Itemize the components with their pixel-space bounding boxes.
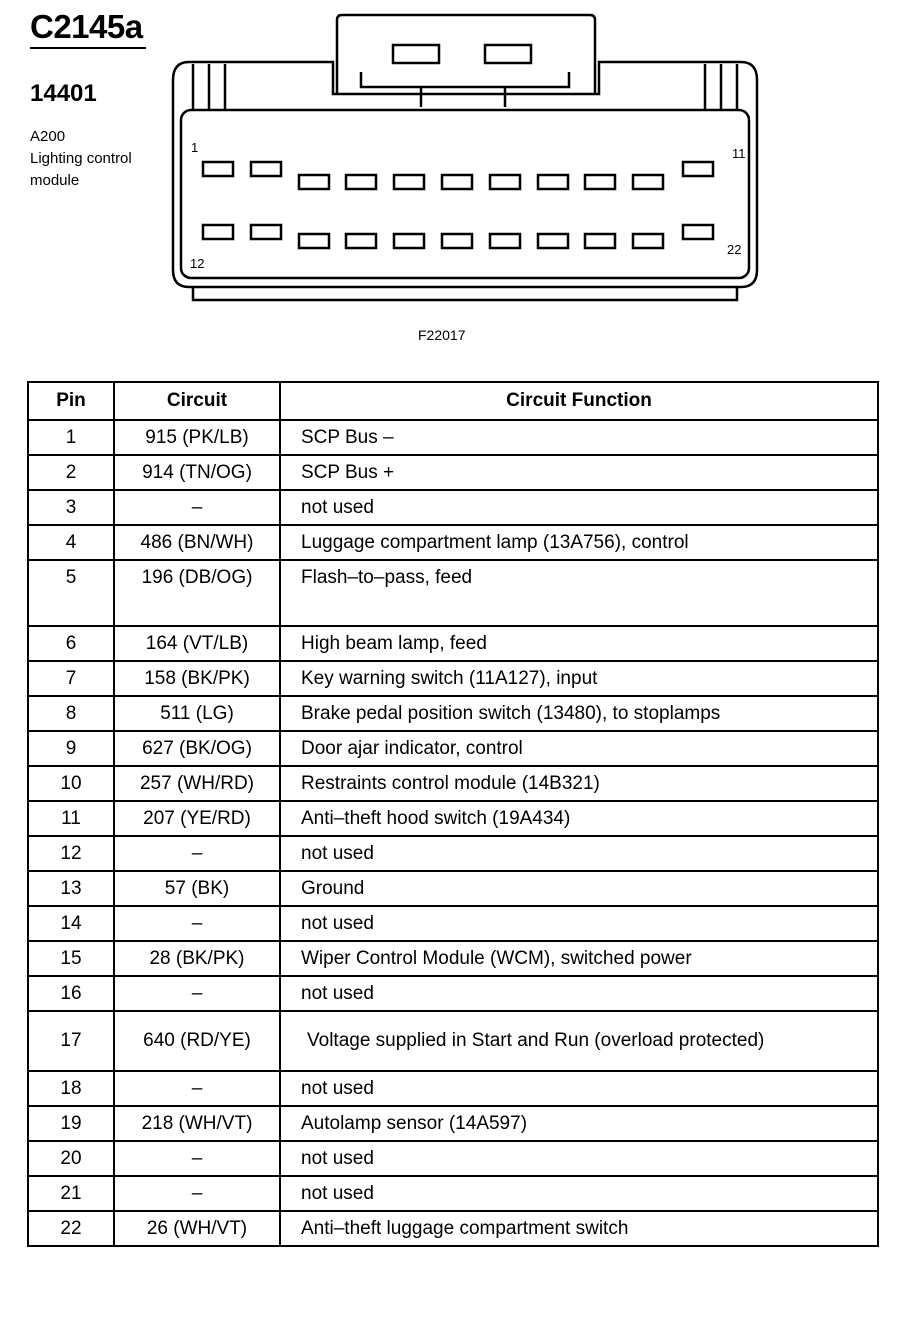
- circuit-cell: 257 (WH/RD): [114, 766, 280, 801]
- pin-cell: 6: [28, 626, 114, 661]
- function-cell: Key warning switch (11A127), input: [280, 661, 878, 696]
- circuit-cell: 26 (WH/VT): [114, 1211, 280, 1246]
- header-circuit: Circuit: [114, 382, 280, 420]
- circuit-cell: –: [114, 836, 280, 871]
- function-cell: Luggage compartment lamp (13A756), control: [280, 525, 878, 560]
- table-row: [28, 420, 878, 455]
- function-cell: Wiper Control Module (WCM), switched power: [280, 941, 878, 976]
- table-row: [28, 661, 878, 696]
- description-line: A200: [30, 128, 66, 145]
- pin-label-11: 11: [732, 146, 746, 161]
- description-line: module: [30, 172, 80, 189]
- function-cell: not used: [280, 1141, 878, 1176]
- pin-cell: 14: [28, 906, 114, 941]
- circuit-cell: 196 (DB/OG): [114, 560, 280, 626]
- pin-cell: 11: [28, 801, 114, 836]
- pin-cell: 10: [28, 766, 114, 801]
- table-row: [28, 696, 878, 731]
- pin-cell: 5: [28, 560, 114, 626]
- function-cell: Autolamp sensor (14A597): [280, 1106, 878, 1141]
- table-row: [28, 1106, 878, 1141]
- pin-cell: 1: [28, 420, 114, 455]
- function-cell: not used: [280, 1071, 878, 1106]
- pin-table: [27, 381, 879, 1247]
- function-cell: SCP Bus +: [280, 455, 878, 490]
- part-number: 14401: [30, 80, 97, 107]
- function-cell: not used: [280, 1176, 878, 1211]
- circuit-cell: 158 (BK/PK): [114, 661, 280, 696]
- figure-id: F22017: [418, 327, 466, 343]
- function-cell: Door ajar indicator, control: [280, 731, 878, 766]
- circuit-cell: –: [114, 1141, 280, 1176]
- latch-tab-left: [393, 45, 439, 63]
- pin-cell: 16: [28, 976, 114, 1011]
- header-pin: Pin: [28, 382, 114, 420]
- pin-cell: 9: [28, 731, 114, 766]
- table-row: [28, 906, 878, 941]
- table-row: [28, 941, 878, 976]
- table-row: [28, 626, 878, 661]
- table-row: [28, 1176, 878, 1211]
- pin-label-22: 22: [727, 242, 742, 257]
- function-cell: Restraints control module (14B321): [280, 766, 878, 801]
- function-cell: Ground: [280, 871, 878, 906]
- circuit-cell: –: [114, 1176, 280, 1211]
- table-row: [28, 455, 878, 490]
- pin-cell: 12: [28, 836, 114, 871]
- function-cell: Voltage supplied in Start and Run (overload protected): [280, 1011, 878, 1071]
- header-function: Circuit Function: [280, 382, 878, 420]
- table-header-row: [28, 382, 878, 420]
- pin-cell: 15: [28, 941, 114, 976]
- function-cell: not used: [280, 906, 878, 941]
- table-row: [28, 525, 878, 560]
- circuit-cell: –: [114, 490, 280, 525]
- table-row: [28, 1211, 878, 1246]
- pin-cell: 22: [28, 1211, 114, 1246]
- circuit-cell: 28 (BK/PK): [114, 941, 280, 976]
- latch-tab-right: [485, 45, 531, 63]
- module-description: [30, 126, 132, 192]
- table-row: [28, 1141, 878, 1176]
- pin-cell: 13: [28, 871, 114, 906]
- circuit-cell: 57 (BK): [114, 871, 280, 906]
- table-row: [28, 1071, 878, 1106]
- connector-latch: [337, 15, 595, 94]
- circuit-cell: 627 (BK/OG): [114, 731, 280, 766]
- table-row: [28, 766, 878, 801]
- pin-cell: 17: [28, 1011, 114, 1071]
- table-row: [28, 976, 878, 1011]
- pin-cell: 4: [28, 525, 114, 560]
- function-cell: not used: [280, 490, 878, 525]
- circuit-cell: 218 (WH/VT): [114, 1106, 280, 1141]
- circuit-cell: 640 (RD/YE): [114, 1011, 280, 1071]
- title-underline: [30, 47, 146, 49]
- pin-cell: 8: [28, 696, 114, 731]
- table-row: [28, 731, 878, 766]
- function-cell: Anti–theft hood switch (19A434): [280, 801, 878, 836]
- function-cell: SCP Bus –: [280, 420, 878, 455]
- description-line: Lighting control: [30, 150, 132, 167]
- circuit-cell: 164 (VT/LB): [114, 626, 280, 661]
- function-cell: not used: [280, 976, 878, 1011]
- table-row: [28, 560, 878, 626]
- function-cell: High beam lamp, feed: [280, 626, 878, 661]
- pin-cell: 3: [28, 490, 114, 525]
- pin-cell: 19: [28, 1106, 114, 1141]
- table-row: [28, 1011, 878, 1071]
- function-cell: not used: [280, 836, 878, 871]
- function-cell: Brake pedal position switch (13480), to stoplamps: [280, 696, 878, 731]
- pin-cell: 18: [28, 1071, 114, 1106]
- pin-cell: 7: [28, 661, 114, 696]
- connector-face-diagram: [165, 12, 765, 307]
- table-row: [28, 801, 878, 836]
- circuit-cell: –: [114, 906, 280, 941]
- pin-cell: 21: [28, 1176, 114, 1211]
- pin-label-1: 1: [191, 140, 199, 155]
- circuit-cell: 914 (TN/OG): [114, 455, 280, 490]
- circuit-cell: 486 (BN/WH): [114, 525, 280, 560]
- table-row: [28, 871, 878, 906]
- circuit-cell: 915 (PK/LB): [114, 420, 280, 455]
- circuit-cell: –: [114, 1071, 280, 1106]
- connector-code: C2145a: [30, 8, 143, 45]
- function-cell: Flash–to–pass, feed: [280, 560, 878, 626]
- circuit-cell: –: [114, 976, 280, 1011]
- circuit-cell: 207 (YE/RD): [114, 801, 280, 836]
- pin-cell: 20: [28, 1141, 114, 1176]
- pin-cell: 2: [28, 455, 114, 490]
- table-row: [28, 490, 878, 525]
- pin-label-12: 12: [190, 256, 205, 271]
- connector-face: [181, 110, 749, 278]
- table-row: [28, 836, 878, 871]
- function-cell: Anti–theft luggage compartment switch: [280, 1211, 878, 1246]
- circuit-cell: 511 (LG): [114, 696, 280, 731]
